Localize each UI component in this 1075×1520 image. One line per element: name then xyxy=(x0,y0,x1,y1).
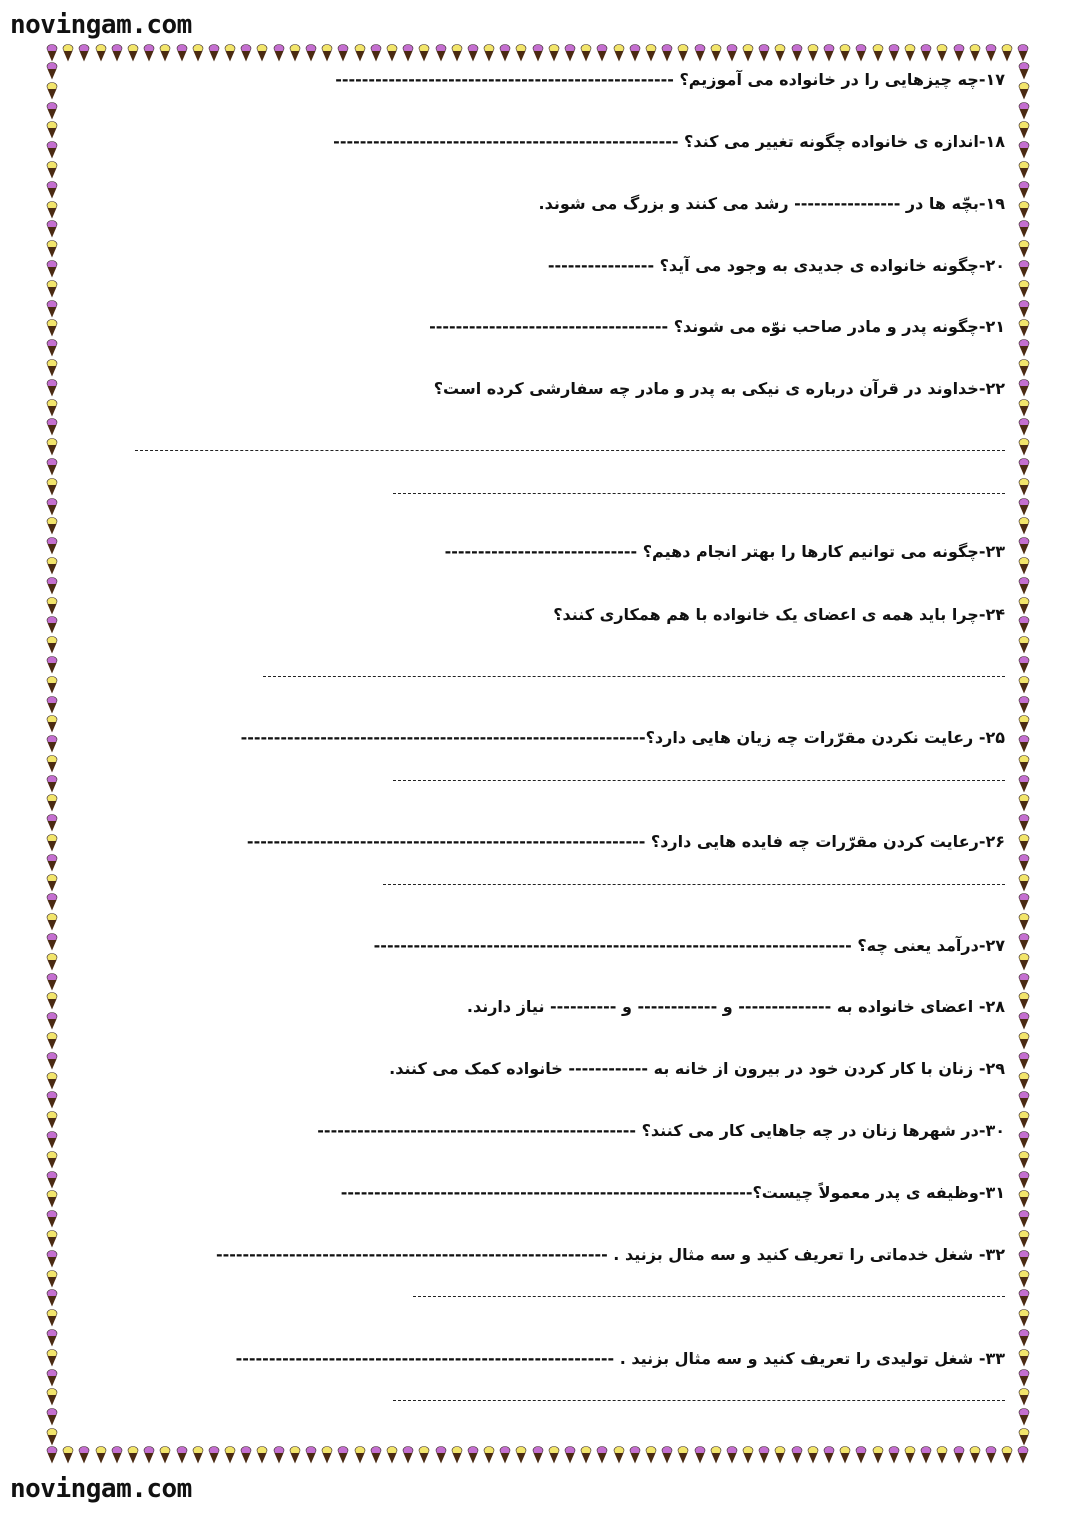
ice-cream-cone-icon xyxy=(46,240,58,258)
ice-cream-cone-icon xyxy=(1018,913,1030,931)
ice-cream-cone-icon xyxy=(629,44,641,62)
ice-cream-cone-icon xyxy=(1018,181,1030,199)
question-17: ۱۷-چه چیزهایی را در خانواده می آموزیم؟ --------------------------------------------------- xyxy=(335,70,1005,89)
ice-cream-cone-icon xyxy=(467,44,479,62)
ice-cream-cone-icon xyxy=(1018,339,1030,357)
ice-cream-cone-icon xyxy=(645,44,657,62)
ice-cream-cone-icon xyxy=(305,1446,317,1464)
ice-cream-cone-icon xyxy=(46,1091,58,1109)
ice-cream-cone-icon xyxy=(1018,478,1030,496)
ice-cream-cone-icon xyxy=(46,1408,58,1426)
ice-cream-cone-icon xyxy=(46,854,58,872)
ice-cream-cone-icon xyxy=(46,616,58,634)
ice-cream-cone-icon xyxy=(742,1446,754,1464)
ice-cream-cone-icon xyxy=(46,339,58,357)
ice-cream-cone-icon xyxy=(1018,1369,1030,1387)
question-24: ۲۴-چرا باید همه ی اعضای یک خانواده با هم همکاری کنند؟ xyxy=(553,605,1005,624)
ice-cream-cone-icon xyxy=(224,44,236,62)
question-21: ۲۱-چگونه پدر و مادر صاحب نوّه می شوند؟ ------------------------------------ xyxy=(429,317,1005,336)
ice-cream-cone-icon xyxy=(613,44,625,62)
ice-cream-cone-icon xyxy=(46,1171,58,1189)
question-23: ۲۳-چگونه می توانیم کارها را بهتر انجام دهیم؟ ----------------------------- xyxy=(444,542,1005,561)
ice-cream-cone-icon xyxy=(774,1446,786,1464)
ice-cream-cone-icon xyxy=(62,1446,74,1464)
ice-cream-cone-icon xyxy=(46,1111,58,1129)
ice-cream-cone-icon xyxy=(305,44,317,62)
ice-cream-cone-icon xyxy=(240,44,252,62)
ice-cream-cone-icon xyxy=(273,44,285,62)
answer-line xyxy=(263,676,1005,677)
ice-cream-cone-icon xyxy=(580,44,592,62)
ice-cream-cone-icon xyxy=(855,44,867,62)
ice-cream-cone-icon xyxy=(953,44,965,62)
ice-cream-cone-icon xyxy=(1018,102,1030,120)
ice-cream-cone-icon xyxy=(418,1446,430,1464)
ice-cream-cone-icon xyxy=(46,597,58,615)
ice-cream-cone-icon xyxy=(337,1446,349,1464)
ice-cream-cone-icon xyxy=(1018,141,1030,159)
ice-cream-cone-icon xyxy=(710,44,722,62)
question-30: ۳۰-در شهرها زنان در چه جاهایی کار می کنند؟ ------------------------------------------------ xyxy=(317,1121,1005,1140)
ice-cream-cone-icon xyxy=(46,1151,58,1169)
question-19: ۱۹-بچّه ها در ---------------- رشد می کنند و بزرگ می شوند. xyxy=(538,194,1005,213)
ice-cream-cone-icon xyxy=(46,775,58,793)
question-27: ۲۷-درآمد یعنی چه؟ ------------------------------------------------------------------------ xyxy=(373,936,1005,955)
ice-cream-cone-icon xyxy=(451,44,463,62)
ice-cream-cone-icon xyxy=(46,121,58,139)
ice-cream-cone-icon xyxy=(46,399,58,417)
ice-cream-cone-icon xyxy=(839,44,851,62)
ice-cream-cone-icon xyxy=(46,1190,58,1208)
ice-cream-cone-icon xyxy=(1018,458,1030,476)
ice-cream-cone-icon xyxy=(1018,537,1030,555)
ice-cream-cone-icon xyxy=(499,1446,511,1464)
ice-cream-cone-icon xyxy=(46,893,58,911)
ice-cream-cone-icon xyxy=(95,44,107,62)
ice-cream-cone-icon xyxy=(289,44,301,62)
ice-cream-cone-icon xyxy=(499,44,511,62)
watermark-top: novingam.com xyxy=(10,10,192,40)
ice-cream-cone-icon xyxy=(677,44,689,62)
ice-cream-cone-icon xyxy=(532,44,544,62)
ice-cream-cone-icon xyxy=(1018,220,1030,238)
ice-cream-cone-icon xyxy=(548,44,560,62)
ice-cream-cone-icon xyxy=(1018,1428,1030,1446)
ice-cream-cone-icon xyxy=(402,1446,414,1464)
ice-cream-cone-icon xyxy=(467,1446,479,1464)
ice-cream-cone-icon xyxy=(46,82,58,100)
ice-cream-cone-icon xyxy=(1018,1270,1030,1288)
ice-cream-cone-icon xyxy=(256,44,268,62)
ice-cream-cone-icon xyxy=(46,715,58,733)
ice-cream-cone-icon xyxy=(1017,1446,1029,1464)
ice-cream-cone-icon xyxy=(46,834,58,852)
ice-cream-cone-icon xyxy=(46,1428,58,1446)
ice-cream-cone-icon xyxy=(645,1446,657,1464)
ice-cream-cone-icon xyxy=(1018,1309,1030,1327)
question-25: ۲۵- رعایت نکردن مقرّرات چه زیان هایی دارد؟------------------------------------------------------------- xyxy=(240,728,1005,747)
ice-cream-cone-icon xyxy=(1018,1329,1030,1347)
ice-cream-cone-icon xyxy=(677,1446,689,1464)
ice-cream-cone-icon xyxy=(1001,1446,1013,1464)
ice-cream-cone-icon xyxy=(46,656,58,674)
ice-cream-cone-icon xyxy=(1018,498,1030,516)
ice-cream-cone-icon xyxy=(1018,260,1030,278)
ice-cream-cone-icon xyxy=(46,636,58,654)
ice-cream-cone-icon xyxy=(1018,992,1030,1010)
ice-cream-cone-icon xyxy=(111,44,123,62)
ice-cream-cone-icon xyxy=(1018,1210,1030,1228)
ice-cream-cone-icon xyxy=(1018,953,1030,971)
answer-line xyxy=(383,884,1005,885)
ice-cream-cone-icon xyxy=(46,676,58,694)
ice-cream-cone-icon xyxy=(370,1446,382,1464)
ice-cream-cone-icon xyxy=(46,220,58,238)
ice-cream-cone-icon xyxy=(46,161,58,179)
ice-cream-cone-icon xyxy=(46,933,58,951)
ice-cream-cone-icon xyxy=(564,44,576,62)
decorative-border-bottom xyxy=(46,1446,1030,1464)
ice-cream-cone-icon xyxy=(1018,933,1030,951)
ice-cream-cone-icon xyxy=(1018,1091,1030,1109)
ice-cream-cone-icon xyxy=(46,557,58,575)
ice-cream-cone-icon xyxy=(386,44,398,62)
ice-cream-cone-icon xyxy=(46,1446,58,1464)
ice-cream-cone-icon xyxy=(354,1446,366,1464)
ice-cream-cone-icon xyxy=(564,1446,576,1464)
ice-cream-cone-icon xyxy=(1018,82,1030,100)
question-22: ۲۲-خداوند در قرآن درباره ی نیکی به پدر و مادر چه سفارشی کرده است؟ xyxy=(433,379,1005,398)
ice-cream-cone-icon xyxy=(807,44,819,62)
ice-cream-cone-icon xyxy=(46,814,58,832)
ice-cream-cone-icon xyxy=(1018,1012,1030,1030)
ice-cream-cone-icon xyxy=(1017,44,1029,62)
ice-cream-cone-icon xyxy=(839,1446,851,1464)
ice-cream-cone-icon xyxy=(46,201,58,219)
ice-cream-cone-icon xyxy=(1018,1052,1030,1070)
ice-cream-cone-icon xyxy=(1018,418,1030,436)
question-33: ۳۳- شغل تولیدی را تعریف کنید و سه مثال بزنید . --------------------------------------------------------- xyxy=(235,1349,1005,1368)
ice-cream-cone-icon xyxy=(1018,1190,1030,1208)
ice-cream-cone-icon xyxy=(1018,794,1030,812)
ice-cream-cone-icon xyxy=(176,1446,188,1464)
ice-cream-cone-icon xyxy=(596,44,608,62)
question-26: ۲۶-رعایت کردن مقرّرات چه فایده هایی دارد؟ ------------------------------------------------------------ xyxy=(246,832,1005,851)
ice-cream-cone-icon xyxy=(1018,696,1030,714)
ice-cream-cone-icon xyxy=(694,1446,706,1464)
ice-cream-cone-icon xyxy=(823,1446,835,1464)
ice-cream-cone-icon xyxy=(613,1446,625,1464)
decorative-border-top xyxy=(46,44,1030,62)
ice-cream-cone-icon xyxy=(1018,1230,1030,1248)
answer-line xyxy=(413,1296,1005,1297)
ice-cream-cone-icon xyxy=(515,1446,527,1464)
ice-cream-cone-icon xyxy=(1018,201,1030,219)
answer-line xyxy=(393,493,1005,494)
ice-cream-cone-icon xyxy=(1018,300,1030,318)
ice-cream-cone-icon xyxy=(354,44,366,62)
ice-cream-cone-icon xyxy=(872,44,884,62)
ice-cream-cone-icon xyxy=(46,280,58,298)
ice-cream-cone-icon xyxy=(1018,1032,1030,1050)
ice-cream-cone-icon xyxy=(46,1388,58,1406)
ice-cream-cone-icon xyxy=(1018,62,1030,80)
ice-cream-cone-icon xyxy=(1018,438,1030,456)
ice-cream-cone-icon xyxy=(46,537,58,555)
ice-cream-cone-icon xyxy=(1018,121,1030,139)
ice-cream-cone-icon xyxy=(694,44,706,62)
ice-cream-cone-icon xyxy=(1018,319,1030,337)
ice-cream-cone-icon xyxy=(726,1446,738,1464)
ice-cream-cone-icon xyxy=(321,44,333,62)
ice-cream-cone-icon xyxy=(1018,359,1030,377)
ice-cream-cone-icon xyxy=(402,44,414,62)
ice-cream-cone-icon xyxy=(969,1446,981,1464)
answer-line xyxy=(393,1400,1005,1401)
ice-cream-cone-icon xyxy=(1018,755,1030,773)
ice-cream-cone-icon xyxy=(872,1446,884,1464)
ice-cream-cone-icon xyxy=(985,44,997,62)
ice-cream-cone-icon xyxy=(1018,1131,1030,1149)
ice-cream-cone-icon xyxy=(1018,240,1030,258)
ice-cream-cone-icon xyxy=(176,44,188,62)
question-32: ۳۲- شغل خدماتی را تعریف کنید و سه مثال بزنید . ----------------------------------------------------------- xyxy=(215,1245,1005,1264)
ice-cream-cone-icon xyxy=(46,379,58,397)
ice-cream-cone-icon xyxy=(483,44,495,62)
ice-cream-cone-icon xyxy=(1018,973,1030,991)
ice-cream-cone-icon xyxy=(46,1131,58,1149)
decorative-border-right xyxy=(1018,62,1030,1446)
ice-cream-cone-icon xyxy=(774,44,786,62)
ice-cream-cone-icon xyxy=(192,44,204,62)
ice-cream-cone-icon xyxy=(548,1446,560,1464)
answer-line xyxy=(135,450,1005,451)
ice-cream-cone-icon xyxy=(208,44,220,62)
ice-cream-cone-icon xyxy=(46,181,58,199)
ice-cream-cone-icon xyxy=(807,1446,819,1464)
ice-cream-cone-icon xyxy=(1018,715,1030,733)
ice-cream-cone-icon xyxy=(888,44,900,62)
ice-cream-cone-icon xyxy=(985,1446,997,1464)
ice-cream-cone-icon xyxy=(904,44,916,62)
watermark-bottom: novingam.com xyxy=(10,1474,192,1504)
ice-cream-cone-icon xyxy=(143,1446,155,1464)
ice-cream-cone-icon xyxy=(46,1210,58,1228)
ice-cream-cone-icon xyxy=(904,1446,916,1464)
ice-cream-cone-icon xyxy=(78,1446,90,1464)
ice-cream-cone-icon xyxy=(46,755,58,773)
ice-cream-cone-icon xyxy=(742,44,754,62)
ice-cream-cone-icon xyxy=(46,1012,58,1030)
ice-cream-cone-icon xyxy=(1018,577,1030,595)
ice-cream-cone-icon xyxy=(208,1446,220,1464)
ice-cream-cone-icon xyxy=(46,44,58,62)
ice-cream-cone-icon xyxy=(46,141,58,159)
ice-cream-cone-icon xyxy=(1018,656,1030,674)
ice-cream-cone-icon xyxy=(435,44,447,62)
ice-cream-cone-icon xyxy=(46,1309,58,1327)
ice-cream-cone-icon xyxy=(1018,399,1030,417)
ice-cream-cone-icon xyxy=(46,973,58,991)
ice-cream-cone-icon xyxy=(1018,597,1030,615)
ice-cream-cone-icon xyxy=(1018,636,1030,654)
ice-cream-cone-icon xyxy=(969,44,981,62)
ice-cream-cone-icon xyxy=(46,62,58,80)
ice-cream-cone-icon xyxy=(46,577,58,595)
ice-cream-cone-icon xyxy=(1018,1250,1030,1268)
ice-cream-cone-icon xyxy=(1001,44,1013,62)
question-18: ۱۸-اندازه ی خانواده چگونه تغییر می کند؟ ---------------------------------------------------- xyxy=(333,132,1005,151)
ice-cream-cone-icon xyxy=(1018,1388,1030,1406)
ice-cream-cone-icon xyxy=(726,44,738,62)
question-28: ۲۸- اعضای خانواده به -------------- و ------------ و ---------- نیاز دارند. xyxy=(466,997,1005,1016)
ice-cream-cone-icon xyxy=(515,44,527,62)
ice-cream-cone-icon xyxy=(273,1446,285,1464)
question-31: ۳۱-وظیفه ی پدر معمولاً چیست؟-------------------------------------------------------------- xyxy=(340,1183,1005,1202)
ice-cream-cone-icon xyxy=(143,44,155,62)
question-20: ۲۰-چگونه خانواده ی جدیدی به وجود می آید؟ ---------------- xyxy=(547,256,1005,275)
ice-cream-cone-icon xyxy=(46,319,58,337)
ice-cream-cone-icon xyxy=(127,1446,139,1464)
ice-cream-cone-icon xyxy=(46,1289,58,1307)
ice-cream-cone-icon xyxy=(46,359,58,377)
ice-cream-cone-icon xyxy=(596,1446,608,1464)
ice-cream-cone-icon xyxy=(62,44,74,62)
ice-cream-cone-icon xyxy=(629,1446,641,1464)
ice-cream-cone-icon xyxy=(46,696,58,714)
ice-cream-cone-icon xyxy=(451,1446,463,1464)
ice-cream-cone-icon xyxy=(855,1446,867,1464)
ice-cream-cone-icon xyxy=(46,1349,58,1367)
ice-cream-cone-icon xyxy=(1018,161,1030,179)
ice-cream-cone-icon xyxy=(920,44,932,62)
ice-cream-cone-icon xyxy=(46,992,58,1010)
ice-cream-cone-icon xyxy=(953,1446,965,1464)
ice-cream-cone-icon xyxy=(1018,280,1030,298)
ice-cream-cone-icon xyxy=(46,438,58,456)
ice-cream-cone-icon xyxy=(1018,1151,1030,1169)
ice-cream-cone-icon xyxy=(580,1446,592,1464)
ice-cream-cone-icon xyxy=(791,44,803,62)
ice-cream-cone-icon xyxy=(1018,616,1030,634)
ice-cream-cone-icon xyxy=(532,1446,544,1464)
ice-cream-cone-icon xyxy=(46,1230,58,1248)
ice-cream-cone-icon xyxy=(46,1032,58,1050)
ice-cream-cone-icon xyxy=(1018,379,1030,397)
ice-cream-cone-icon xyxy=(1018,775,1030,793)
ice-cream-cone-icon xyxy=(1018,735,1030,753)
ice-cream-cone-icon xyxy=(1018,814,1030,832)
ice-cream-cone-icon xyxy=(888,1446,900,1464)
ice-cream-cone-icon xyxy=(46,260,58,278)
ice-cream-cone-icon xyxy=(758,44,770,62)
answer-line xyxy=(393,780,1005,781)
ice-cream-cone-icon xyxy=(46,1052,58,1070)
ice-cream-cone-icon xyxy=(127,44,139,62)
ice-cream-cone-icon xyxy=(1018,676,1030,694)
ice-cream-cone-icon xyxy=(240,1446,252,1464)
ice-cream-cone-icon xyxy=(483,1446,495,1464)
ice-cream-cone-icon xyxy=(46,102,58,120)
ice-cream-cone-icon xyxy=(386,1446,398,1464)
ice-cream-cone-icon xyxy=(78,44,90,62)
ice-cream-cone-icon xyxy=(1018,1111,1030,1129)
ice-cream-cone-icon xyxy=(224,1446,236,1464)
ice-cream-cone-icon xyxy=(370,44,382,62)
ice-cream-cone-icon xyxy=(920,1446,932,1464)
ice-cream-cone-icon xyxy=(1018,874,1030,892)
ice-cream-cone-icon xyxy=(46,874,58,892)
decorative-border-left xyxy=(46,62,58,1446)
ice-cream-cone-icon xyxy=(1018,854,1030,872)
ice-cream-cone-icon xyxy=(1018,557,1030,575)
ice-cream-cone-icon xyxy=(1018,517,1030,535)
ice-cream-cone-icon xyxy=(159,44,171,62)
ice-cream-cone-icon xyxy=(758,1446,770,1464)
question-29: ۲۹- زنان با کار کردن خود در بیرون از خانه به ------------ خانواده کمک می کنند. xyxy=(389,1059,1005,1078)
ice-cream-cone-icon xyxy=(256,1446,268,1464)
ice-cream-cone-icon xyxy=(46,418,58,436)
ice-cream-cone-icon xyxy=(159,1446,171,1464)
ice-cream-cone-icon xyxy=(936,1446,948,1464)
ice-cream-cone-icon xyxy=(95,1446,107,1464)
ice-cream-cone-icon xyxy=(46,478,58,496)
ice-cream-cone-icon xyxy=(1018,1349,1030,1367)
ice-cream-cone-icon xyxy=(46,300,58,318)
ice-cream-cone-icon xyxy=(1018,834,1030,852)
ice-cream-cone-icon xyxy=(46,913,58,931)
ice-cream-cone-icon xyxy=(791,1446,803,1464)
ice-cream-cone-icon xyxy=(1018,893,1030,911)
ice-cream-cone-icon xyxy=(823,44,835,62)
ice-cream-cone-icon xyxy=(46,1250,58,1268)
ice-cream-cone-icon xyxy=(111,1446,123,1464)
ice-cream-cone-icon xyxy=(46,953,58,971)
ice-cream-cone-icon xyxy=(661,44,673,62)
ice-cream-cone-icon xyxy=(710,1446,722,1464)
ice-cream-cone-icon xyxy=(46,1270,58,1288)
ice-cream-cone-icon xyxy=(1018,1171,1030,1189)
ice-cream-cone-icon xyxy=(289,1446,301,1464)
ice-cream-cone-icon xyxy=(1018,1289,1030,1307)
ice-cream-cone-icon xyxy=(192,1446,204,1464)
ice-cream-cone-icon xyxy=(46,498,58,516)
ice-cream-cone-icon xyxy=(321,1446,333,1464)
ice-cream-cone-icon xyxy=(46,794,58,812)
ice-cream-cone-icon xyxy=(46,1369,58,1387)
ice-cream-cone-icon xyxy=(46,458,58,476)
ice-cream-cone-icon xyxy=(46,1072,58,1090)
ice-cream-cone-icon xyxy=(46,517,58,535)
ice-cream-cone-icon xyxy=(936,44,948,62)
ice-cream-cone-icon xyxy=(435,1446,447,1464)
ice-cream-cone-icon xyxy=(337,44,349,62)
ice-cream-cone-icon xyxy=(46,735,58,753)
ice-cream-cone-icon xyxy=(1018,1072,1030,1090)
ice-cream-cone-icon xyxy=(1018,1408,1030,1426)
ice-cream-cone-icon xyxy=(418,44,430,62)
ice-cream-cone-icon xyxy=(46,1329,58,1347)
ice-cream-cone-icon xyxy=(661,1446,673,1464)
